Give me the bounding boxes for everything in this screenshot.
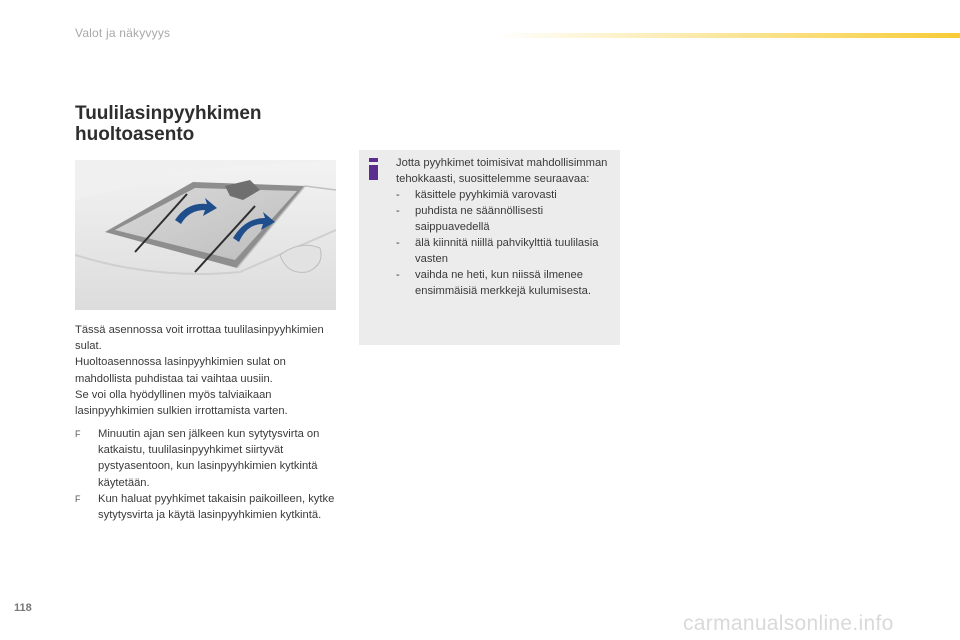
info-intro: Jotta pyyhkimet toimisivat mahdollisimman tehokkaasti, suosittelemme seuraavaa: — [396, 157, 608, 185]
info-box — [359, 150, 620, 345]
title-line-2: huoltoasento — [75, 124, 195, 145]
instruction-text: Kun haluat pyyhkimet takaisin paikoilleen, kytke sytytysvirta ja käytä lasinpyyhkimien kytkintä. — [98, 492, 335, 522]
intro-paragraph: Se voi olla hyödyllinen myös talviaikaan lasinpyyhkimien sulkien irrottamista varten. — [75, 388, 288, 418]
list-dash: - — [396, 205, 400, 217]
instruction-item — [75, 426, 345, 491]
header-accent-bar — [495, 33, 960, 38]
info-item-text: puhdista ne säännöllisesti saippuavedellä — [415, 205, 544, 233]
car-windscreen-drawing — [75, 160, 336, 310]
bullet-mark: F — [75, 429, 81, 439]
intro-text — [75, 322, 345, 419]
list-dash: - — [396, 189, 400, 201]
list-dash: - — [396, 269, 400, 281]
info-list-item — [396, 267, 618, 299]
info-item-text: käsittele pyyhkimiä varovasti — [415, 189, 557, 201]
page-title — [75, 103, 335, 145]
watermark: carmanualsonline.info — [683, 612, 894, 635]
title-line-1: Tuulilasinpyyhkimen — [75, 103, 262, 124]
instruction-text: Minuutin ajan sen jälkeen kun sytytysvirta on katkaistu, tuulilasinpyyhkimet siirtyvät pystyasentoon, kun lasinpyyhkimien kytkintä käytetään. — [98, 428, 320, 489]
instruction-item — [75, 491, 345, 523]
list-dash: - — [396, 237, 400, 249]
info-list-item — [396, 235, 618, 267]
info-item-text: älä kiinnitä niillä pahvikylttiä tuulilasia vasten — [415, 237, 599, 265]
instruction-list — [75, 426, 345, 523]
intro-paragraph: Tässä asennossa voit irrottaa tuulilasinpyyhkimien sulat. — [75, 324, 324, 353]
info-text — [396, 155, 618, 299]
windscreen-wiper-illustration — [75, 160, 336, 310]
info-list-item — [396, 203, 618, 235]
section-header: Valot ja näkyvyys — [75, 26, 171, 40]
bullet-mark: F — [75, 493, 81, 504]
page-number: 118 — [14, 602, 32, 614]
intro-paragraph: Huoltoasennossa lasinpyyhkimien sulat on mahdollista puhdistaa tai vaihtaa uusiin. — [75, 356, 286, 385]
info-list-item — [396, 187, 618, 203]
info-item-text: vaihda ne heti, kun niissä ilmenee ensimmäisiä merkkejä kulumisesta. — [415, 269, 591, 297]
info-icon — [369, 158, 378, 180]
